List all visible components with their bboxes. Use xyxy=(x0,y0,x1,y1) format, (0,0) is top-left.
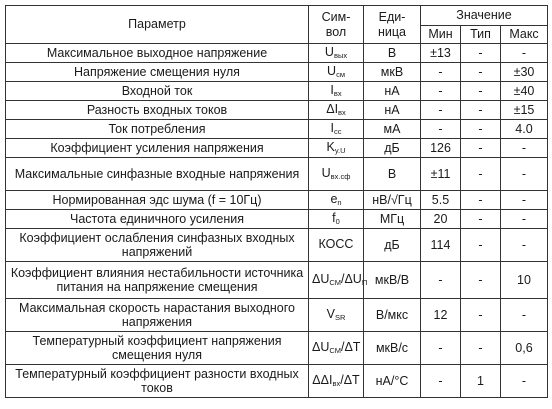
param-typ: - xyxy=(461,229,501,262)
param-min: ±11 xyxy=(421,158,461,191)
param-symbol: $I_{вх}$ xyxy=(309,82,364,101)
param-min: - xyxy=(421,82,461,101)
param-unit: мкВ/В xyxy=(364,262,421,299)
table-row xyxy=(6,120,548,139)
param-name: Коэффициент ослабления синфазных входных напряжений xyxy=(6,229,309,262)
param-min: - xyxy=(421,365,461,398)
param-unit: В xyxy=(364,158,421,191)
param-max: ±30 xyxy=(501,63,548,82)
parameters-table xyxy=(5,5,548,398)
header-value: Значение xyxy=(421,6,548,26)
param-min: 114 xyxy=(421,229,461,262)
param-symbol: $U_{вых}$ xyxy=(309,44,364,63)
param-name: Разность входных токов xyxy=(6,101,309,120)
table-row xyxy=(6,158,548,191)
param-max: 0,6 xyxy=(501,332,548,365)
table-row xyxy=(6,210,548,229)
param-min: 126 xyxy=(421,139,461,158)
param-max: 4.0 xyxy=(501,120,548,139)
param-symbol: $K_{y.U}$ xyxy=(309,139,364,158)
param-symbol: $U_{см}$ xyxy=(309,63,364,82)
table-row xyxy=(6,63,548,82)
param-max: - xyxy=(501,299,548,332)
param-unit: мкВ xyxy=(364,63,421,82)
table-row xyxy=(6,332,548,365)
table-row xyxy=(6,365,548,398)
param-typ: - xyxy=(461,44,501,63)
param-name: Ток потребления xyxy=(6,120,309,139)
param-max: ±40 xyxy=(501,82,548,101)
param-typ: - xyxy=(461,191,501,210)
table-row xyxy=(6,101,548,120)
table-row xyxy=(6,82,548,101)
header-unit: Еди- ница xyxy=(364,6,421,44)
param-symbol: $\Delta I_{вх}$ xyxy=(309,101,364,120)
param-name: Максимальные синфазные входные напряжения xyxy=(6,158,309,191)
param-name: Нормированная эдс шума (f = 10Гц) xyxy=(6,191,309,210)
param-unit: нА xyxy=(364,101,421,120)
param-symbol: $f_0$ xyxy=(309,210,364,229)
param-max: - xyxy=(501,365,548,398)
param-min: ±13 xyxy=(421,44,461,63)
param-typ: - xyxy=(461,63,501,82)
param-name: Частота единичного усиления xyxy=(6,210,309,229)
param-unit: нА xyxy=(364,82,421,101)
param-symbol: $U_{вх.сф}$ xyxy=(309,158,364,191)
param-max: 10 xyxy=(501,262,548,299)
param-min: - xyxy=(421,101,461,120)
param-min: 20 xyxy=(421,210,461,229)
header-max: Макс xyxy=(501,26,548,44)
table-row xyxy=(6,299,548,332)
param-min: - xyxy=(421,63,461,82)
param-symbol: $e_n$ xyxy=(309,191,364,210)
header-parameter: Параметр xyxy=(6,6,309,44)
param-unit: В/мкс xyxy=(364,299,421,332)
header-min: Мин xyxy=(421,26,461,44)
param-unit: МГц xyxy=(364,210,421,229)
param-symbol: КОСС xyxy=(309,229,364,262)
param-name: Температурный коэффициент разности входных токов xyxy=(6,365,309,398)
table-row xyxy=(6,229,548,262)
param-typ: - xyxy=(461,82,501,101)
param-typ: - xyxy=(461,299,501,332)
header-symbol: Сим- вол xyxy=(309,6,364,44)
param-max: - xyxy=(501,44,548,63)
param-max: - xyxy=(501,139,548,158)
param-symbol: $V_{SR}$ xyxy=(309,299,364,332)
param-typ: - xyxy=(461,120,501,139)
param-min: 12 xyxy=(421,299,461,332)
param-typ: - xyxy=(461,262,501,299)
param-symbol: $\Delta U_{СМ}/\Delta T$ xyxy=(309,332,364,365)
param-typ: - xyxy=(461,139,501,158)
param-min: 5.5 xyxy=(421,191,461,210)
header-typ: Тип xyxy=(461,26,501,44)
param-unit: дБ xyxy=(364,139,421,158)
table-row xyxy=(6,44,548,63)
param-max: - xyxy=(501,158,548,191)
param-max: - xyxy=(501,191,548,210)
param-typ: - xyxy=(461,332,501,365)
param-name: Входной ток xyxy=(6,82,309,101)
param-max: - xyxy=(501,210,548,229)
param-min: - xyxy=(421,262,461,299)
param-name: Коэффициент усиления напряжения xyxy=(6,139,309,158)
param-name: Напряжение смещения нуля xyxy=(6,63,309,82)
param-min: - xyxy=(421,120,461,139)
param-unit: В xyxy=(364,44,421,63)
param-max: - xyxy=(501,229,548,262)
param-min: - xyxy=(421,332,461,365)
param-name: Температурный коэффициент напряжения смещения нуля xyxy=(6,332,309,365)
param-typ: - xyxy=(461,158,501,191)
param-typ: - xyxy=(461,101,501,120)
param-name: Максимальная скорость нарастания выходного напряжения xyxy=(6,299,309,332)
param-name: Коэффициент влияния нестабильности источника питания на напряжение смещения xyxy=(6,262,309,299)
param-symbol: $I_{cc}$ xyxy=(309,120,364,139)
param-unit: дБ xyxy=(364,229,421,262)
param-typ: - xyxy=(461,210,501,229)
param-max: ±15 xyxy=(501,101,548,120)
param-typ: 1 xyxy=(461,365,501,398)
param-unit: нА/°С xyxy=(364,365,421,398)
param-name: Максимальное выходное напряжение xyxy=(6,44,309,63)
param-unit: мА xyxy=(364,120,421,139)
param-symbol: $\Delta U_{СМ}/\Delta U_П$ xyxy=(309,262,364,299)
param-symbol: $\Delta\Delta I_{вх}/\Delta T$ xyxy=(309,365,364,398)
table-row xyxy=(6,139,548,158)
table-row xyxy=(6,191,548,210)
param-unit: мкВ/с xyxy=(364,332,421,365)
table-row xyxy=(6,262,548,299)
param-unit: нВ/√Гц xyxy=(364,191,421,210)
